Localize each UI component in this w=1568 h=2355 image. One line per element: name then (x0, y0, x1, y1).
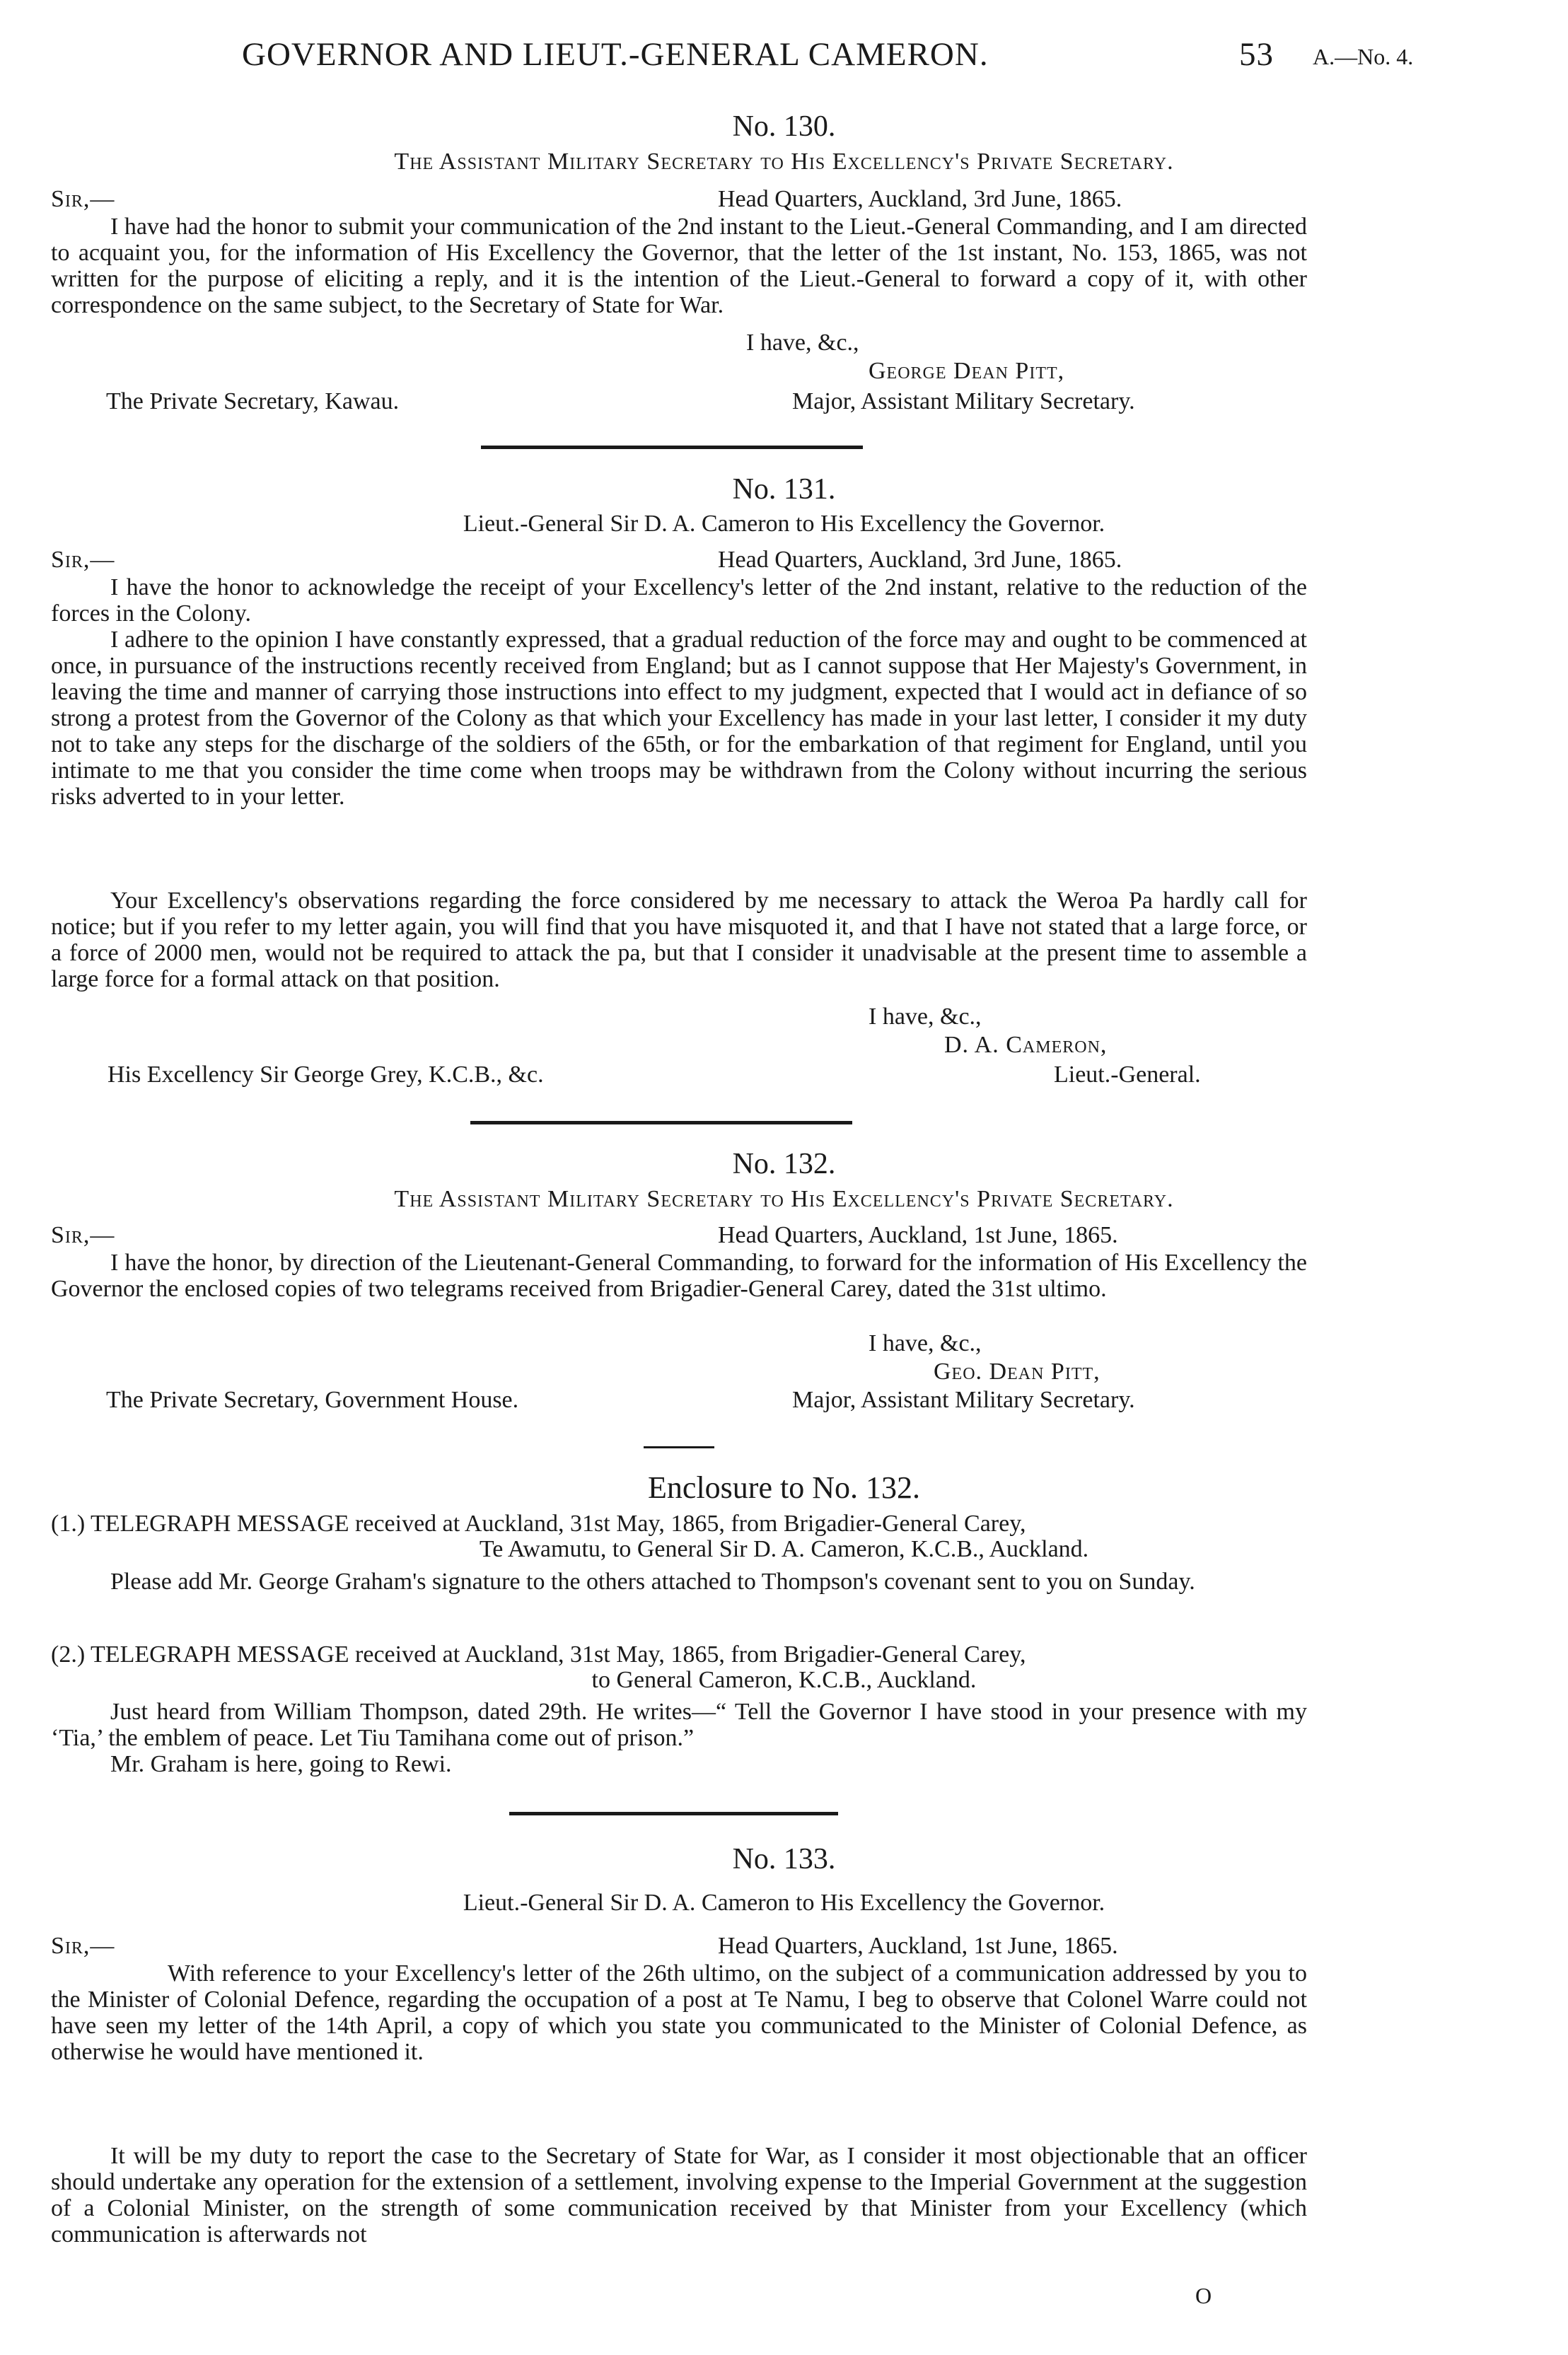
letter-131-paragraph-1: I have the honor to acknowledge the receipt of your Excellency's letter of the 2nd instant, relative to the reduction of the forces in the Colony. (51, 574, 1307, 627)
enclosure-2-heading-line-2: to General Cameron, K.C.B., Auckland. (591, 1667, 977, 1693)
running-head-title: GOVERNOR AND LIEUT.-GENERAL CAMERON. (242, 36, 989, 73)
signature-mark: O (1195, 2283, 1212, 2308)
letter-131-from-to: Lieut.-General Sir D. A. Cameron to His Excellency the Governor. (463, 511, 1105, 537)
letter-130-salutation: Sir,— (51, 186, 115, 212)
letter-132-signer-title: Major, Assistant Military Secretary. (792, 1387, 1135, 1413)
letter-131-paragraph-3: Your Excellency's observations regarding the force considered by me necessary to attack the Weroa Pa hardly call for notice; but if you refer to my letter again, you will find that you have misquoted it, and that I have not stated that a large force, or a force of 2000 men, would not be required to attack the pa, but that I consider it unadvisable at the present time to assemble a large force for a formal attack on that position. (51, 888, 1307, 992)
letter-130-place-date: Head Quarters, Auckland, 3rd June, 1865. (718, 186, 1122, 212)
enclosure-1-body: Please add Mr. George Graham's signature to the others attached to Thompson's covenant sent to you on Sunday. (110, 1569, 1195, 1595)
letter-132-from-to: The Assistant Military Secretary to His Excellency's Private Secretary. (394, 1186, 1174, 1212)
letter-133-paragraph-1: With reference to your Excellency's letter of the 26th ultimo, on the subject of a communication addressed by you to the Minister of Colonial Defence, regarding the occupation of a post at Te Namu, I beg to observe that Colonel Warre could not have seen my letter of the 14th April, a copy of which you state you communicated to the Minister of Colonial Defence, as otherwise he would have mentioned it. (51, 1960, 1307, 2065)
page-number: 53 (1239, 36, 1274, 73)
letter-133-paragraph-2: It will be my duty to report the case to the Secretary of State for War, as I consider it most objectionable that an officer should undertake any operation for the extension of a settlement, involving expense to the Imperial Government at the suggestion of a Colonial Minister, on the strength of some communication received by that Minister from your Excellency (which communication is afterwards not (51, 2143, 1307, 2248)
letter-132-addressee: The Private Secretary, Government House. (106, 1387, 519, 1413)
enclosure-1-heading-line-2: Te Awamutu, to General Sir D. A. Cameron, K.C.B., Auckland. (479, 1536, 1089, 1562)
letter-130-signer: George Dean Pitt, (869, 358, 1065, 384)
letter-131-salutation: Sir,— (51, 547, 115, 573)
letter-130-addressee: The Private Secretary, Kawau. (106, 388, 400, 414)
letter-130-from-to: The Assistant Military Secretary to His Excellency's Private Secretary. (394, 149, 1174, 175)
letter-132-salutation: Sir,— (51, 1222, 115, 1248)
letter-132-number: No. 132. (732, 1148, 836, 1180)
letter-131-closing: I have, &c., (869, 1004, 982, 1030)
enclosure-2-body-2: Mr. Graham is here, going to Rewi. (110, 1751, 452, 1777)
letter-131-signer: D. A. Cameron, (944, 1032, 1108, 1058)
letter-131-signer-title: Lieut.-General. (1054, 1062, 1201, 1088)
section-divider (481, 446, 863, 449)
enclosure-2-body: Just heard from William Thompson, dated 29th. He writes—“ Tell the Governor I have stood in your presence with my ‘Tia,’ the emblem of peace. Let Tiu Tamihana come out of prison.” (51, 1699, 1307, 1751)
letter-133-place-date: Head Quarters, Auckland, 1st June, 1865. (718, 1933, 1118, 1959)
letter-132-place-date: Head Quarters, Auckland, 1st June, 1865. (718, 1222, 1118, 1248)
section-divider (470, 1121, 852, 1124)
letter-130-signer-title: Major, Assistant Military Secretary. (792, 388, 1135, 414)
enclosure-2-heading-line-1: (2.) TELEGRAPH MESSAGE received at Auckland, 31st May, 1865, from Brigadier-General Carey, (51, 1641, 1026, 1668)
section-divider (509, 1812, 838, 1815)
letter-130-paragraph-1: I have had the honor to submit your communication of the 2nd instant to the Lieut.-General Commanding, and I am directed to acquaint you, for the information of His Excellency the Governor, that the letter of the 1st instant, No. 153, 1865, was not written for the purpose of eliciting a reply, and it is the intention of the Lieut.-General to forward a copy of it, with other correspondence on the same subject, to the Secretary of State for War. (51, 214, 1308, 318)
letter-133-number: No. 133. (732, 1843, 836, 1876)
letter-133-salutation: Sir,— (51, 1933, 115, 1959)
letter-132-signer: Geo. Dean Pitt, (934, 1359, 1100, 1385)
letter-130-number: No. 130. (732, 110, 836, 143)
enclosure-title: Enclosure to No. 132. (648, 1470, 920, 1505)
letter-132-paragraph-1: I have the honor, by direction of the Lieutenant-General Commanding, to forward for the information of His Excellency the Governor the enclosed copies of two telegrams received from Brigadier-General Carey, dated the 31st ultimo. (51, 1250, 1307, 1302)
letter-130-closing: I have, &c., (746, 330, 859, 356)
letter-131-paragraph-2: I adhere to the opinion I have constantly expressed, that a gradual reduction of the force may and ought to be commenced at once, in pursuance of the instructions recently received from England; but as I cannot suppose that Her Majesty's Government, in leaving the time and manner of carrying those instructions into effect to my judgment, expected that I would act in defiance of so strong a protest from the Governor of the Colony as that which your Excellency has made in your last letter, I consider it my duty not to take any steps for the discharge of the soldiers of the 65th, or for the embarkation of that regiment for England, until you intimate to me that you consider the time come when troops may be withdrawn from the Colony without incurring the serious risks adverted to in your letter. (51, 627, 1307, 810)
enclosure-1-heading-line-1: (1.) TELEGRAPH MESSAGE received at Auckland, 31st May, 1865, from Brigadier-General Carey, (51, 1511, 1026, 1537)
letter-133-from-to: Lieut.-General Sir D. A. Cameron to His Excellency the Governor. (463, 1890, 1105, 1916)
letter-131-addressee: His Excellency Sir George Grey, K.C.B., &c. (108, 1062, 544, 1088)
section-divider (644, 1446, 714, 1448)
letter-132-closing: I have, &c., (869, 1330, 982, 1356)
paper-reference: A.—No. 4. (1313, 44, 1414, 69)
letter-131-place-date: Head Quarters, Auckland, 3rd June, 1865. (718, 547, 1122, 573)
letter-131-number: No. 131. (732, 473, 836, 506)
